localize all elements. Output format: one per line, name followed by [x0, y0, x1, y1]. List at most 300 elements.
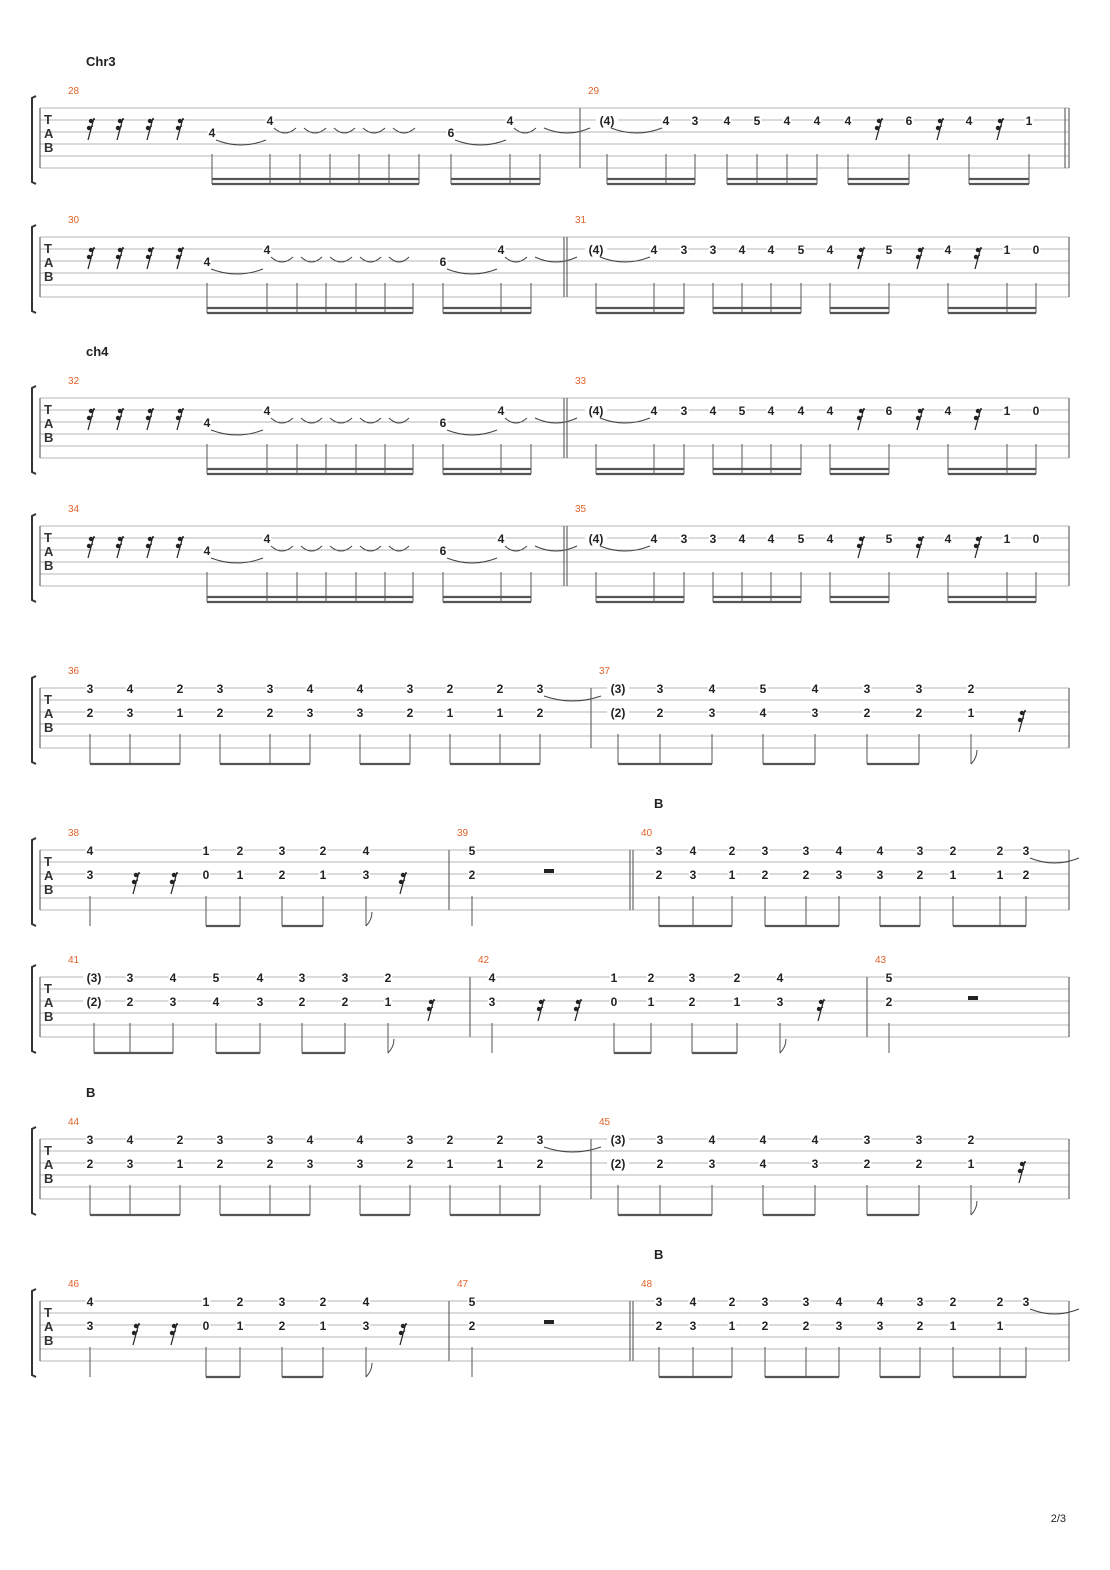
fret-number: 4 [767, 243, 775, 257]
fret-number: 4 [203, 255, 211, 269]
fret-number: 2 [949, 844, 957, 858]
tab-clef-letter: A [44, 544, 54, 559]
fret-number: 6 [447, 126, 455, 140]
measure-number: 33 [575, 376, 587, 387]
fret-number: 4 [662, 114, 670, 128]
fret-number: 3 [126, 706, 134, 720]
fret-number: 4 [738, 532, 746, 546]
fret-number: 1 [176, 706, 184, 720]
page-number: 2/3 [1050, 1513, 1066, 1525]
fret-number: 3 [341, 971, 349, 985]
fret-number: 2 [86, 706, 94, 720]
system-brace [32, 96, 36, 184]
fret-number: 2 [915, 706, 923, 720]
fret-number: 2 [885, 995, 893, 1009]
tab-clef-letter: A [44, 706, 54, 721]
fret-number: 3 [876, 868, 884, 882]
fret-number: 4 [506, 114, 514, 128]
fret-number: 1 [319, 1319, 327, 1333]
note-flag [366, 1363, 372, 1377]
fret-number: 1 [1003, 243, 1011, 257]
fret-number: 3 [256, 995, 264, 1009]
fret-number: 2 [915, 1157, 923, 1171]
fret-number: 3 [406, 1133, 414, 1147]
fret-number: 2 [216, 1157, 224, 1171]
fret-number: 0 [1032, 404, 1040, 418]
fret-number: 2 [176, 682, 184, 696]
fret-number: 5 [212, 971, 220, 985]
tab-system [32, 344, 1069, 474]
fret-number: 3 [655, 844, 663, 858]
fret-number: 3 [306, 706, 314, 720]
tab-system [32, 215, 1069, 313]
fret-number: 2 [655, 1319, 663, 1333]
fret-number: 4 [362, 1295, 370, 1309]
system-brace [32, 386, 36, 474]
fret-number: 2 [949, 1295, 957, 1309]
fret-number: 2 [319, 1295, 327, 1309]
measure [591, 1117, 1026, 1215]
fret-number: 2 [656, 1157, 664, 1171]
fret-number: 3 [406, 682, 414, 696]
fret-number: 2 [728, 1295, 736, 1309]
tab-clef-letter: B [44, 1171, 54, 1186]
fret-number: 3 [362, 1319, 370, 1333]
fret-number: 4 [876, 844, 884, 858]
measure [68, 215, 577, 313]
measure [564, 376, 1040, 474]
fret-number: 4 [759, 1157, 767, 1171]
fret-number: 5 [885, 243, 893, 257]
fret-number: 0 [202, 868, 210, 882]
tab-system [32, 1085, 1069, 1215]
fret-number: 2 [236, 844, 244, 858]
measure [470, 955, 825, 1053]
tab-clef-letter: A [44, 1319, 54, 1334]
fret-number: 1 [319, 868, 327, 882]
fret-number: 2 [446, 1133, 454, 1147]
fret-number: 1 [996, 868, 1004, 882]
fret-number: 2 [496, 1133, 504, 1147]
section-label: B [654, 1247, 664, 1262]
fret-number: 3 [680, 532, 688, 546]
fret-number: 2 [733, 971, 741, 985]
system-brace [32, 514, 36, 602]
fret-number: 2 [126, 995, 134, 1009]
fret-number: 3 [86, 868, 94, 882]
measure-number: 39 [457, 828, 469, 839]
fret-number: 5 [468, 844, 476, 858]
fret-number: 4 [767, 404, 775, 418]
fret-number: 3 [689, 868, 697, 882]
fret-number: 3 [216, 682, 224, 696]
fret-number: 4 [944, 532, 952, 546]
fret-number: (3) [610, 682, 626, 696]
fret-number: 3 [356, 1157, 364, 1171]
fret-number: (4) [588, 243, 604, 257]
fret-number: 4 [767, 532, 775, 546]
fret-number: 4 [944, 243, 952, 257]
tab-clef-letter: B [44, 1009, 54, 1024]
fret-number: (4) [588, 532, 604, 546]
fret-number: 4 [356, 1133, 364, 1147]
tab-clef-letter: B [44, 882, 54, 897]
fret-number: 4 [709, 404, 717, 418]
fret-number: 2 [216, 706, 224, 720]
measure [68, 666, 601, 764]
fret-number: 5 [885, 532, 893, 546]
fret-number: 2 [468, 868, 476, 882]
measure-number: 44 [68, 1117, 80, 1128]
measure-number: 28 [68, 86, 80, 97]
system-brace [32, 1289, 36, 1377]
fret-number: 2 [688, 995, 696, 1009]
tab-clef-letter: T [44, 1305, 52, 1320]
fret-number: 4 [708, 682, 716, 696]
fret-number: 4 [811, 1133, 819, 1147]
fret-number: 0 [610, 995, 618, 1009]
fret-number: 4 [826, 243, 834, 257]
fret-number: 3 [1022, 844, 1030, 858]
fret-number: 6 [885, 404, 893, 418]
fret-number: 1 [949, 1319, 957, 1333]
fret-number: 4 [126, 682, 134, 696]
fret-number: 1 [728, 868, 736, 882]
fret-number: 2 [996, 844, 1004, 858]
fret-number: 5 [885, 971, 893, 985]
fret-number: 3 [656, 1133, 664, 1147]
fret-number: 2 [536, 1157, 544, 1171]
fret-number: 2 [278, 868, 286, 882]
measure-number: 35 [575, 504, 587, 515]
fret-number: 1 [647, 995, 655, 1009]
fret-number: 3 [536, 682, 544, 696]
measure-number: 42 [478, 955, 490, 966]
section-label: Chr3 [86, 54, 116, 69]
fret-number: 4 [497, 243, 505, 257]
measure-number: 43 [875, 955, 887, 966]
fret-number: 1 [202, 844, 210, 858]
fret-number: 3 [216, 1133, 224, 1147]
tab-system [32, 666, 1069, 764]
measure-number: 32 [68, 376, 80, 387]
fret-number: 3 [306, 1157, 314, 1171]
fret-number: 3 [776, 995, 784, 1009]
fret-number: 4 [86, 844, 94, 858]
measure-number: 46 [68, 1279, 80, 1290]
measure [68, 504, 577, 602]
tab-clef-letter: T [44, 402, 52, 417]
measure-number: 34 [68, 504, 80, 515]
fret-number: 4 [759, 1133, 767, 1147]
note-flag [971, 750, 977, 764]
fret-number: 6 [439, 255, 447, 269]
fret-number: 2 [656, 706, 664, 720]
fret-number: 3 [802, 844, 810, 858]
tab-system [32, 796, 1079, 926]
measure [630, 828, 1079, 926]
fret-number: 4 [266, 114, 274, 128]
fret-number: 2 [406, 1157, 414, 1171]
fret-number: 2 [863, 706, 871, 720]
system-brace [32, 676, 36, 764]
fret-number: 3 [708, 1157, 716, 1171]
fret-number: 2 [86, 1157, 94, 1171]
fret-number: 4 [86, 1295, 94, 1309]
fret-number: 3 [488, 995, 496, 1009]
fret-number: 2 [967, 682, 975, 696]
fret-number: 3 [278, 1295, 286, 1309]
fret-number: 0 [1032, 243, 1040, 257]
fret-number: 2 [176, 1133, 184, 1147]
fret-number: 3 [761, 844, 769, 858]
tab-clef-letter: B [44, 430, 54, 445]
fret-number: 2 [266, 706, 274, 720]
tab-clef-letter: B [44, 720, 54, 735]
measure [630, 1279, 1079, 1377]
tab-system [32, 504, 1069, 602]
tab-clef-letter: A [44, 995, 54, 1010]
half-rest [968, 996, 978, 1000]
tab-clef-letter: A [44, 416, 54, 431]
fret-number: 1 [446, 706, 454, 720]
note-flag [366, 912, 372, 926]
system-brace [32, 225, 36, 313]
tab-clef-letter: A [44, 868, 54, 883]
measure-number: 48 [641, 1279, 653, 1290]
fret-number: 2 [996, 1295, 1004, 1309]
fret-number: 1 [384, 995, 392, 1009]
fret-number: 1 [967, 1157, 975, 1171]
tab-clef-letter: T [44, 1143, 52, 1158]
measure-number: 47 [457, 1279, 469, 1290]
fret-number: 2 [1022, 868, 1030, 882]
fret-number: 3 [278, 844, 286, 858]
fret-number: 4 [844, 114, 852, 128]
fret-number: 2 [468, 1319, 476, 1333]
tab-system [32, 955, 1069, 1053]
measure [580, 86, 1033, 184]
fret-number: 2 [278, 1319, 286, 1333]
fret-number: 4 [356, 682, 364, 696]
fret-number: 4 [876, 1295, 884, 1309]
fret-number: 1 [733, 995, 741, 1009]
fret-number: 4 [263, 532, 271, 546]
fret-number: 3 [356, 706, 364, 720]
fret-number: 3 [1022, 1295, 1030, 1309]
measure-number: 40 [641, 828, 653, 839]
fret-number: 2 [496, 682, 504, 696]
fret-number: 3 [863, 682, 871, 696]
system-brace [32, 1127, 36, 1215]
measure-number: 41 [68, 955, 80, 966]
fret-number: 3 [536, 1133, 544, 1147]
fret-number: (2) [86, 995, 102, 1009]
fret-number: 4 [169, 971, 177, 985]
fret-number: 3 [863, 1133, 871, 1147]
fret-number: 2 [341, 995, 349, 1009]
section-label: ch4 [86, 344, 109, 359]
fret-number: 4 [738, 243, 746, 257]
note-flag [780, 1039, 786, 1053]
fret-number: 2 [761, 1319, 769, 1333]
measure [68, 376, 577, 474]
note-flag [971, 1201, 977, 1215]
fret-number: 1 [1003, 532, 1011, 546]
tab-clef-letter: T [44, 981, 52, 996]
fret-number: 4 [797, 404, 805, 418]
fret-number: 3 [688, 971, 696, 985]
fret-number: 4 [263, 243, 271, 257]
tab-clef-letter: B [44, 140, 54, 155]
fret-number: 3 [126, 971, 134, 985]
fret-number: 3 [298, 971, 306, 985]
fret-number: 1 [236, 868, 244, 882]
measure [591, 666, 1026, 764]
fret-number: 2 [863, 1157, 871, 1171]
fret-number: 4 [689, 844, 697, 858]
fret-number: 4 [126, 1133, 134, 1147]
fret-number: 3 [811, 1157, 819, 1171]
fret-number: 3 [680, 243, 688, 257]
fret-number: 3 [915, 1133, 923, 1147]
fret-number: 6 [439, 544, 447, 558]
fret-number: 3 [86, 1319, 94, 1333]
fret-number: 4 [813, 114, 821, 128]
measure [867, 955, 978, 1053]
fret-number: 4 [811, 682, 819, 696]
fret-number: 3 [915, 682, 923, 696]
fret-number: 4 [650, 404, 658, 418]
fret-number: 3 [811, 706, 819, 720]
fret-number: 3 [656, 682, 664, 696]
fret-number: 3 [691, 114, 699, 128]
fret-number: 4 [776, 971, 784, 985]
measure [449, 1279, 554, 1377]
fret-number: 4 [759, 706, 767, 720]
fret-number: (3) [610, 1133, 626, 1147]
fret-number: 4 [263, 404, 271, 418]
fret-number: 1 [610, 971, 618, 985]
tab-system [32, 1247, 1079, 1377]
measure [68, 1279, 407, 1377]
fret-number: 5 [468, 1295, 476, 1309]
fret-number: 2 [319, 844, 327, 858]
fret-number: 4 [203, 416, 211, 430]
fret-number: 0 [1032, 532, 1040, 546]
measure-number: 36 [68, 666, 80, 677]
tab-clef-letter: B [44, 269, 54, 284]
fret-number: 2 [536, 706, 544, 720]
fret-number: 2 [655, 868, 663, 882]
fret-number: 6 [439, 416, 447, 430]
section-label: B [86, 1085, 96, 1100]
fret-number: 1 [1003, 404, 1011, 418]
fret-number: 2 [728, 844, 736, 858]
tab-clef-letter: B [44, 558, 54, 573]
fret-number: 1 [967, 706, 975, 720]
fret-number: 2 [802, 1319, 810, 1333]
fret-number: (4) [588, 404, 604, 418]
measure [564, 504, 1040, 602]
fret-number: (2) [610, 706, 626, 720]
fret-number: 6 [905, 114, 913, 128]
measure-number: 30 [68, 215, 80, 226]
fret-number: 2 [384, 971, 392, 985]
fret-number: 4 [944, 404, 952, 418]
tab-clef-letter: T [44, 692, 52, 707]
measure [68, 86, 590, 184]
fret-number: 5 [759, 682, 767, 696]
systems-layer [32, 54, 1079, 1377]
tab-clef-letter: T [44, 854, 52, 869]
fret-number: 4 [826, 404, 834, 418]
fret-number: 2 [647, 971, 655, 985]
fret-number: 2 [236, 1295, 244, 1309]
fret-number: 3 [689, 1319, 697, 1333]
fret-number: 4 [826, 532, 834, 546]
fret-number: 3 [835, 868, 843, 882]
tab-clef-letter: T [44, 530, 52, 545]
fret-number: 3 [709, 532, 717, 546]
fret-number: 4 [689, 1295, 697, 1309]
half-rest [544, 869, 554, 873]
fret-number: 2 [266, 1157, 274, 1171]
fret-number: (3) [86, 971, 102, 985]
fret-number: 4 [203, 544, 211, 558]
fret-number: 5 [797, 532, 805, 546]
tab-clef-letter: B [44, 1333, 54, 1348]
fret-number: 1 [949, 868, 957, 882]
tab-clef-letter: A [44, 126, 54, 141]
fret-number: 4 [497, 404, 505, 418]
fret-number: 3 [169, 995, 177, 1009]
measure [68, 955, 435, 1053]
fret-number: 2 [916, 868, 924, 882]
fret-number: 1 [1025, 114, 1033, 128]
fret-number: 3 [708, 706, 716, 720]
fret-number: 4 [256, 971, 264, 985]
measure-number: 38 [68, 828, 80, 839]
fret-number: 3 [761, 1295, 769, 1309]
fret-number: 2 [802, 868, 810, 882]
fret-number: 4 [835, 1295, 843, 1309]
fret-number: 2 [916, 1319, 924, 1333]
fret-number: 3 [680, 404, 688, 418]
fret-number: 2 [298, 995, 306, 1009]
tab-clef-letter: A [44, 1157, 54, 1172]
fret-number: 4 [212, 995, 220, 1009]
fret-number: 1 [446, 1157, 454, 1171]
note-flag [388, 1039, 394, 1053]
fret-number: 5 [753, 114, 761, 128]
fret-number: 3 [835, 1319, 843, 1333]
half-rest [544, 1320, 554, 1324]
fret-number: 3 [709, 243, 717, 257]
tab-clef-letter: A [44, 255, 54, 270]
fret-number: 3 [655, 1295, 663, 1309]
section-label: B [654, 796, 664, 811]
fret-number: 0 [202, 1319, 210, 1333]
fret-number: 2 [967, 1133, 975, 1147]
fret-number: 4 [835, 844, 843, 858]
fret-number: 3 [266, 682, 274, 696]
fret-number: 4 [965, 114, 973, 128]
measure [449, 828, 554, 926]
tab-clef-letter: T [44, 112, 52, 127]
fret-number: 3 [362, 868, 370, 882]
fret-number: 4 [488, 971, 496, 985]
